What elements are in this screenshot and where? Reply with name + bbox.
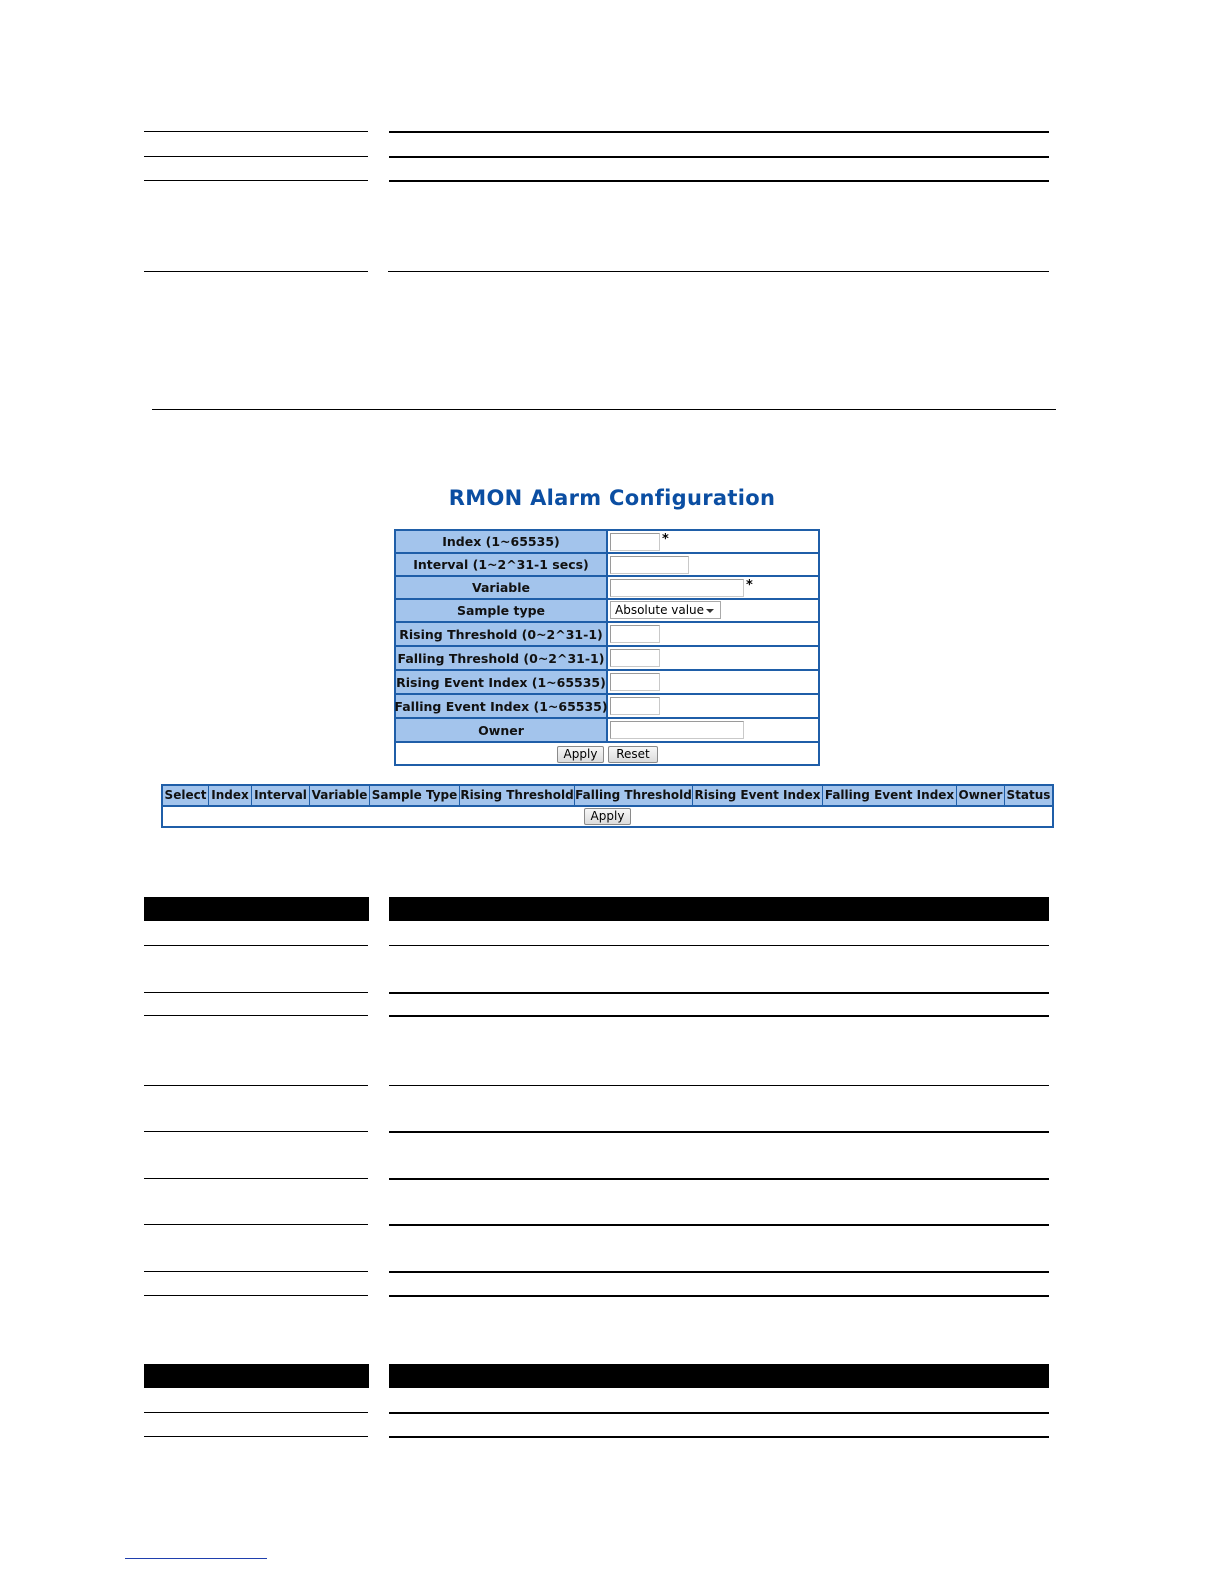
field-value-cell [608, 623, 818, 645]
table-rule [144, 945, 368, 946]
table-rule [389, 1224, 1049, 1226]
field-value-cell [608, 600, 818, 621]
field-label: Sample type [396, 600, 608, 621]
form-actions [396, 743, 818, 764]
sample-type-select[interactable] [610, 601, 721, 619]
table-rule [389, 156, 1049, 158]
field-label: Falling Event Index (1~65535) [396, 695, 608, 717]
table-rule [388, 271, 1049, 272]
table-rule [389, 1178, 1049, 1180]
table-rule [144, 1412, 368, 1413]
page-title: RMON Alarm Configuration [448, 486, 776, 510]
table-rule [144, 992, 368, 993]
field-label: Rising Threshold (0~2^31-1) [396, 623, 608, 645]
column-header: Rising Event Index [693, 786, 823, 805]
column-header: Interval [252, 786, 310, 805]
chevron-down-icon [706, 609, 714, 613]
section-divider [152, 409, 1056, 410]
table-rule [144, 1085, 368, 1086]
table-rule [144, 1224, 368, 1225]
table-rule [389, 945, 1049, 946]
column-header: Falling Threshold [575, 786, 693, 805]
field-row-index [396, 531, 818, 554]
column-header: Falling Event Index [823, 786, 957, 805]
alarm-config-form [394, 529, 820, 766]
field-value-cell [608, 671, 818, 693]
column-header: Owner [957, 786, 1005, 805]
field-value-cell [608, 531, 818, 552]
column-header: Rising Threshold [460, 786, 575, 805]
required-marker: * [746, 578, 753, 593]
rising-event-index-input[interactable] [610, 673, 660, 691]
falling-event-index-input[interactable] [610, 697, 660, 715]
column-header: Select [163, 786, 209, 805]
table-header-bar [144, 897, 369, 921]
field-value-cell [608, 719, 818, 741]
table-rule [144, 271, 368, 272]
table-rule [389, 1015, 1049, 1017]
field-label: Owner [396, 719, 608, 741]
interval-input[interactable] [610, 556, 689, 574]
table-rule [144, 1178, 368, 1179]
column-header: Index [209, 786, 252, 805]
field-row-sample-type [396, 600, 818, 623]
field-label: Interval (1~2^31-1 secs) [396, 554, 608, 575]
table-rule [389, 1085, 1049, 1086]
table-rule [144, 131, 368, 132]
field-row-rising-threshold [396, 623, 818, 647]
table-rule [389, 131, 1049, 133]
field-row-variable [396, 577, 818, 600]
field-row-interval [396, 554, 818, 577]
field-label: Variable [396, 577, 608, 598]
table-rule [389, 1295, 1049, 1297]
index-input[interactable] [610, 533, 660, 551]
field-label: Index (1~65535) [396, 531, 608, 552]
table-rule [144, 180, 368, 181]
table-header [163, 786, 1052, 807]
field-row-falling-threshold [396, 647, 818, 671]
footer-link-underline [125, 1558, 267, 1559]
table-rule [389, 1271, 1049, 1273]
table-rule [144, 156, 368, 157]
sample-type-selected: Absolute value [615, 603, 705, 617]
owner-input[interactable] [610, 721, 744, 739]
table-rule [389, 1412, 1049, 1414]
reset-button[interactable]: Reset [608, 746, 658, 763]
table-rule [144, 1295, 368, 1296]
table-rule [389, 1436, 1049, 1438]
field-label: Rising Event Index (1~65535) [396, 671, 608, 693]
field-row-owner [396, 719, 818, 743]
field-row-rising-event-index [396, 671, 818, 695]
table-rule [144, 1131, 368, 1132]
table-header-bar [389, 1364, 1049, 1388]
table-header-bar [144, 1364, 369, 1388]
list-apply-button[interactable]: Apply [584, 808, 631, 825]
required-marker: * [662, 532, 669, 547]
table-rule [389, 180, 1049, 182]
field-value-cell [608, 695, 818, 717]
field-value-cell [608, 577, 818, 598]
field-label: Falling Threshold (0~2^31-1) [396, 647, 608, 669]
table-rule [144, 1436, 368, 1437]
alarm-list-table [161, 784, 1054, 828]
apply-button[interactable]: Apply [557, 746, 604, 763]
column-header: Status [1005, 786, 1052, 805]
table-header-bar [389, 897, 1049, 921]
rising-threshold-input[interactable] [610, 625, 660, 643]
field-value-cell [608, 647, 818, 669]
table-rule [144, 1271, 368, 1272]
table-rule [389, 1131, 1049, 1133]
falling-threshold-input[interactable] [610, 649, 660, 667]
field-row-falling-event-index [396, 695, 818, 719]
table-rule [389, 992, 1049, 994]
column-header: Variable [310, 786, 370, 805]
variable-input[interactable] [610, 579, 744, 597]
field-value-cell [608, 554, 818, 575]
column-header: Sample Type [370, 786, 460, 805]
table-rule [144, 1015, 368, 1016]
